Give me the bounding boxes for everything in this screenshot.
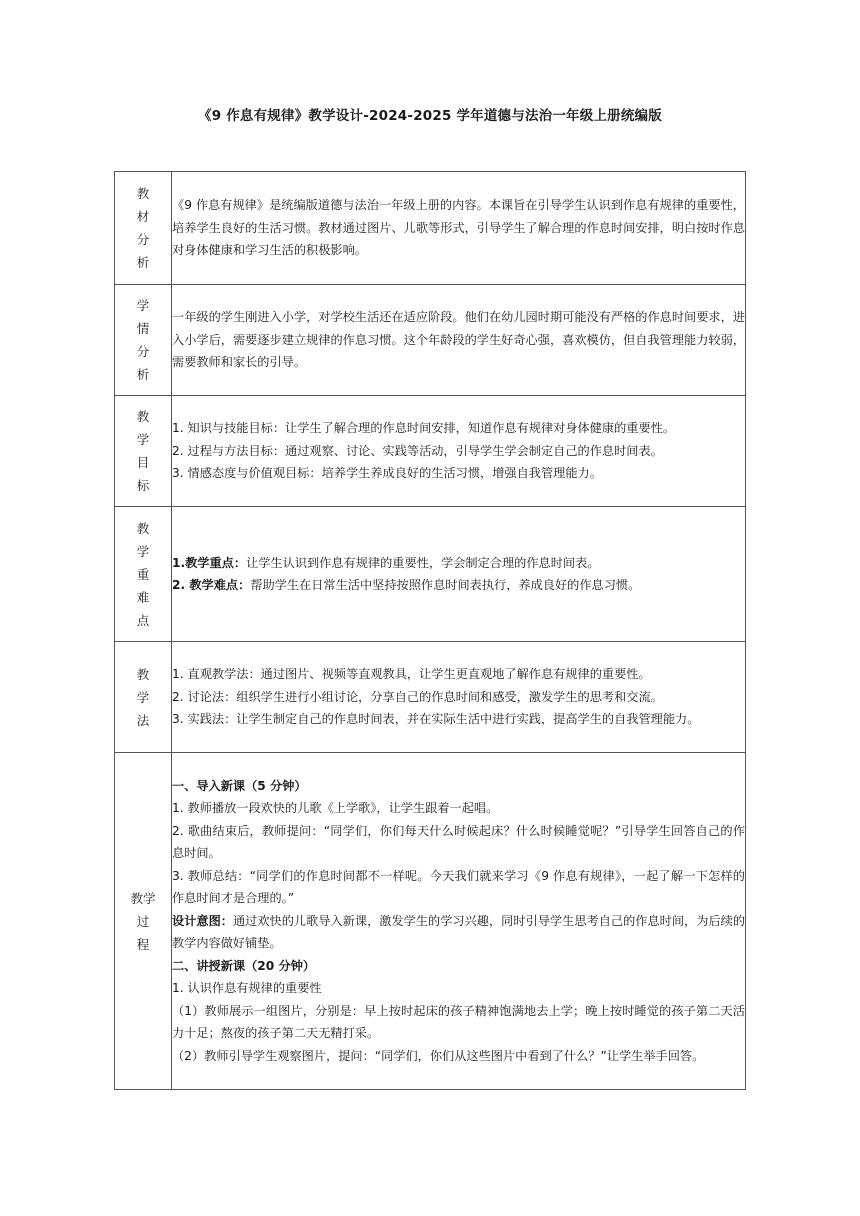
material-analysis-content <box>172 172 746 285</box>
student-analysis-content <box>172 285 746 396</box>
row-key-points <box>115 507 746 642</box>
process-step: （2）教师引导学生观察图片，提问：“同学们，你们从这些图片中看到了什么？”让学生举手回答。 <box>172 1048 705 1063</box>
teaching-focus-text: 让学生认识到作息有规律的重要性，学会制定合理的作息时间表。 <box>246 555 600 570</box>
process-step: 3. 教师总结：“同学们的作息时间都不一样呢。今天我们就来学习《9 作息有规律》，一起了解一下怎样的作息时间才是合理的。” <box>172 868 745 906</box>
design-intent-text: 通过欢快的儿歌导入新课，激发学生的学习兴趣，同时引导学生思考自己的作息时间，为后续的教学内容做好铺垫。 <box>172 913 746 951</box>
process-step: （1）教师展示一组图片，分别是：早上按时起床的孩子精神饱满地去上学；晚上按时睡觉的孩子第二天活力十足；熬夜的孩子第二天无精打采。 <box>172 1003 745 1041</box>
teaching-methods-content <box>172 642 746 753</box>
row-teaching-methods <box>115 642 746 753</box>
teaching-goals-content <box>172 396 746 507</box>
row-label-students: 学 情 分 析 <box>115 285 172 396</box>
teaching-difficulty <box>172 574 745 597</box>
document-title: 《9 作息有规律》教学设计-2024-2025 学年道德与法治一年级上册统编版 <box>198 108 662 124</box>
teaching-difficulty-label: 2. 教学难点： <box>172 578 251 592</box>
goal-item: 3. 情感态度与价值观目标：培养学生养成良好的生活习惯，增强自我管理能力。 <box>172 466 602 481</box>
teaching-process-content <box>172 753 746 1090</box>
row-label-process: 教学 过 程 <box>115 753 172 1090</box>
process-step: 1. 认识作息有规律的重要性 <box>172 981 322 996</box>
goal-item: 2. 过程与方法目标：通过观察、讨论、实践等活动，引导学生学会制定自己的作息时间表。 <box>172 443 663 458</box>
row-teaching-goals <box>115 396 746 507</box>
row-label-goals: 教 学 目 标 <box>115 396 172 507</box>
lesson-plan-table <box>114 171 746 1090</box>
process-step: 1. 教师播放一段欢快的儿歌《上学歌》，让学生跟着一起唱。 <box>172 801 499 816</box>
teaching-focus-label: 1.教学重点： <box>172 555 247 570</box>
row-material-analysis <box>115 172 746 285</box>
row-teaching-process <box>115 753 746 1090</box>
method-item: 3. 实践法：让学生制定自己的作息时间表，并在实际生活中进行实践，提高学生的自我管理能力。 <box>172 712 700 727</box>
method-item: 2. 讨论法：组织学生进行小组讨论，分享自己的作息时间和感受，激发学生的思考和交流。 <box>172 689 663 704</box>
material-analysis-text: 《9 作息有规律》是统编版道德与法治一年级上册的内容。本课旨在引导学生认识到作息有规律的重要性，培养学生良好的生活习惯。教材通过图片、儿歌等形式，引导学生了解合理的作息时间安排，明白按时作息对身体健康和学习生活的积极影响。 <box>172 198 745 258</box>
row-label-keypoints: 教 学 重 难 点 <box>115 507 172 642</box>
teaching-focus <box>172 552 745 575</box>
section-heading-intro: 一、导入新课（5 分钟） <box>172 778 307 793</box>
key-points-content <box>172 507 746 642</box>
teaching-difficulty-text: 帮助学生在日常生活中坚持按照作息时间表执行，养成良好的作息习惯。 <box>250 578 641 592</box>
design-intent-label: 设计意图： <box>172 913 233 928</box>
design-intent <box>172 910 745 955</box>
goal-item: 1. 知识与技能目标：让学生了解合理的作息时间安排，知道作息有规律对身体健康的重要性。 <box>172 421 676 436</box>
section-heading-new-lesson: 二、讲授新课（20 分钟） <box>172 958 316 973</box>
student-analysis-text: 一年级的学生刚进入小学，对学校生活还在适应阶段。他们在幼儿园时期可能没有严格的作息时间要求，进入小学后，需要逐步建立规律的作息习惯。这个年龄段的学生好奇心强，喜欢模仿，但自我管理能力较弱，需要教师和家长的引导。 <box>172 310 745 370</box>
process-step: 2. 歌曲结束后，教师提问：“同学们，你们每天什么时候起床？什么时候睡觉呢？”引导学生回答自己的作息时间。 <box>172 823 745 861</box>
method-item: 1. 直观教学法：通过图片、视频等直观教具，让学生更直观地了解作息有规律的重要性。 <box>172 667 651 682</box>
row-label-methods: 教 学 法 <box>115 642 172 753</box>
row-student-analysis <box>115 285 746 396</box>
row-label-material: 教 材 分 析 <box>115 172 172 285</box>
